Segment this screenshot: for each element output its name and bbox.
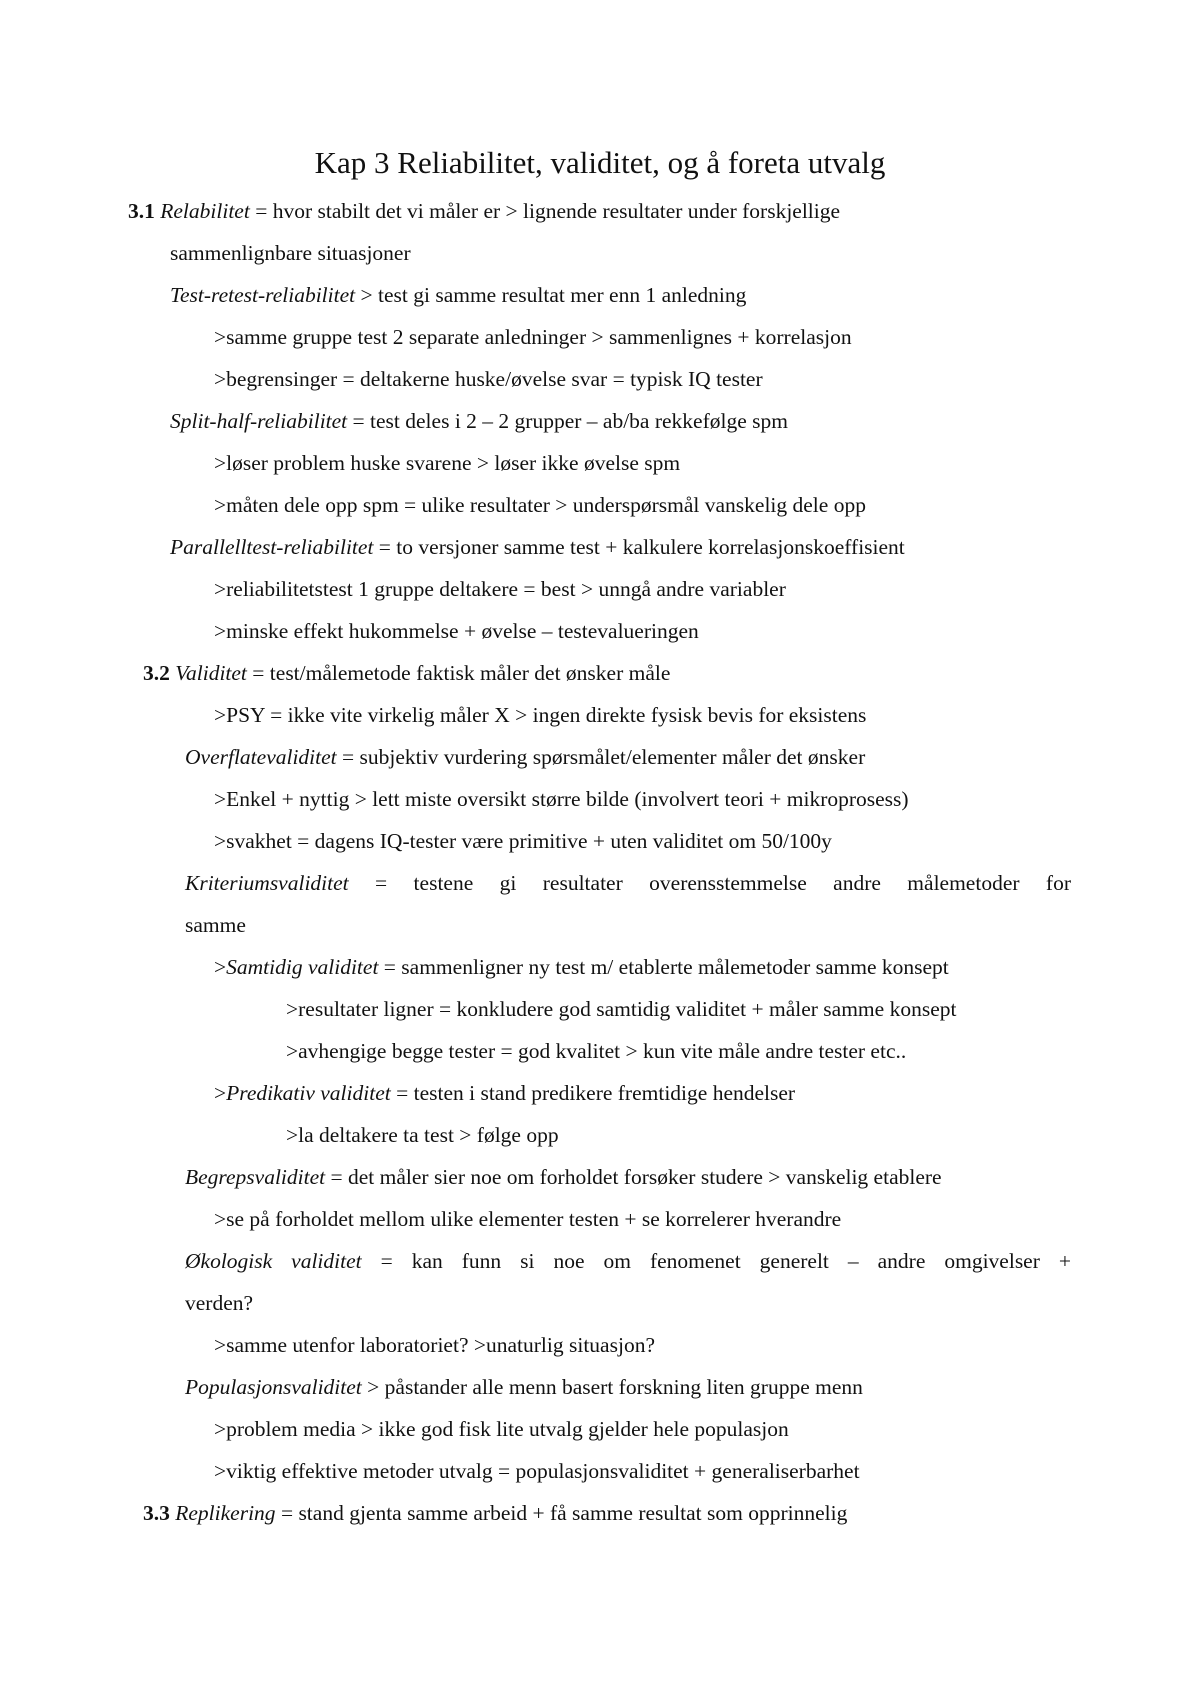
line-text: >minske effekt hukommelse + øvelse – testevalueringen xyxy=(214,619,699,643)
line-text: >problem media > ikke god fisk lite utvalg gjelder hele populasjon xyxy=(214,1417,789,1441)
line-text: sammenlignbare situasjoner xyxy=(170,241,411,265)
line-text: >avhengige begge tester = god kvalitet > kun vite måle andre tester etc.. xyxy=(286,1039,907,1063)
term: Test-retest-reliabilitet xyxy=(170,283,356,307)
line-text: >svakhet = dagens IQ-tester være primitive + uten validitet om 50/100y xyxy=(214,829,832,853)
line-text: > xyxy=(214,955,227,979)
line-text: samme xyxy=(185,913,246,937)
term: Økologisk validitet xyxy=(185,1249,362,1273)
text-line xyxy=(185,911,246,939)
text-line xyxy=(185,1373,863,1401)
text-line xyxy=(185,1289,253,1317)
text-line xyxy=(214,1457,860,1485)
line-text: = subjektiv vurdering spørsmålet/elementer måler det ønsker xyxy=(336,745,866,769)
line-text: = to versjoner samme test + kalkulere korrelasjonskoeffisient xyxy=(373,535,905,559)
line-text: >se på forholdet mellom ulike elementer testen + se korrelerer hverandre xyxy=(214,1207,842,1231)
term: Kriteriumsvaliditet xyxy=(185,871,349,895)
section-number: 3.3 xyxy=(143,1501,176,1525)
line-text: >måten dele opp spm = ulike resultater > underspørsmål vanskelig dele opp xyxy=(214,493,866,517)
line-text: >PSY = ikke vite virkelig måler X > ingen direkte fysisk bevis for eksistens xyxy=(214,703,867,727)
line-text: = testene gi resultater overensstemmelse andre målemetoder for xyxy=(348,871,1071,895)
line-text: >samme utenfor laboratoriet? >unaturlig situasjon? xyxy=(214,1333,655,1357)
line-text: > test gi samme resultat mer enn 1 anledning xyxy=(355,283,747,307)
text-line xyxy=(185,743,865,771)
text-line xyxy=(214,323,852,351)
section-number: 3.2 xyxy=(143,661,176,685)
term: Begrepsvaliditet xyxy=(185,1165,326,1189)
page-title: Kap 3 Reliabilitet, validitet, og å foreta utvalg xyxy=(314,145,886,180)
line-text: = kan funn si noe om fenomenet generelt – andre omgivelser + xyxy=(361,1249,1071,1273)
term: Overflatevaliditet xyxy=(185,745,337,769)
text-line xyxy=(214,1079,795,1107)
line-text: >resultater ligner = konkludere god samtidig validitet + måler samme konsept xyxy=(286,997,957,1021)
term: Replikering xyxy=(175,1501,276,1525)
text-line xyxy=(214,953,949,981)
text-line xyxy=(214,575,786,603)
text-line xyxy=(286,995,956,1023)
line-text: = sammenligner ny test m/ etablerte målemetoder samme konsept xyxy=(378,955,949,979)
text-line xyxy=(170,239,411,267)
text-line xyxy=(214,827,832,855)
text-line xyxy=(185,1247,1071,1275)
text-line xyxy=(214,1331,655,1359)
term: Populasjonsvaliditet xyxy=(185,1375,362,1399)
line-text: >løser problem huske svarene > løser ikke øvelse spm xyxy=(214,451,681,475)
term: Samtidig validitet xyxy=(226,955,379,979)
text-line xyxy=(214,1205,841,1233)
text-line xyxy=(170,533,905,561)
line-text: >reliabilitetstest 1 gruppe deltakere = best > unngå andre variabler xyxy=(214,577,786,601)
text-line xyxy=(143,1499,847,1527)
section-number: 3.1 xyxy=(128,199,161,223)
text-line xyxy=(214,785,909,813)
text-line xyxy=(128,197,840,225)
text-line xyxy=(214,1415,789,1443)
text-line xyxy=(286,1121,559,1149)
text-line xyxy=(214,617,699,645)
term: Parallelltest-reliabilitet xyxy=(170,535,374,559)
line-text: = hvor stabilt det vi måler er > lignende resultater under forskjellige xyxy=(249,199,841,223)
line-text: = testen i stand predikere fremtidige hendelser xyxy=(390,1081,796,1105)
text-line xyxy=(214,701,866,729)
line-text: verden? xyxy=(185,1291,254,1315)
line-text: >viktig effektive metoder utvalg = populasjonsvaliditet + generaliserbarhet xyxy=(214,1459,860,1483)
term: Relabilitet xyxy=(160,199,250,223)
line-text: = det måler sier noe om forholdet forsøker studere > vanskelig etablere xyxy=(325,1165,942,1189)
line-text: = test deles i 2 – 2 grupper – ab/ba rekkefølge spm xyxy=(347,409,788,433)
line-text: > xyxy=(214,1081,227,1105)
term: Split-half-reliabilitet xyxy=(170,409,348,433)
line-text: = stand gjenta samme arbeid + få samme resultat som opprinnelig xyxy=(275,1501,848,1525)
text-line xyxy=(170,407,788,435)
term: Validitet xyxy=(175,661,247,685)
line-text: >Enkel + nyttig > lett miste oversikt større bilde (involvert teori + mikroprosess) xyxy=(214,787,909,811)
text-line xyxy=(185,1163,942,1191)
line-text: >begrensinger = deltakerne huske/øvelse svar = typisk IQ tester xyxy=(214,367,763,391)
text-line xyxy=(185,869,1071,897)
text-line xyxy=(214,491,866,519)
text-line xyxy=(143,659,670,687)
term: Predikativ validitet xyxy=(226,1081,391,1105)
line-text: > påstander alle menn basert forskning liten gruppe menn xyxy=(361,1375,863,1399)
text-line xyxy=(286,1037,906,1065)
line-text: >la deltakere ta test > følge opp xyxy=(286,1123,559,1147)
line-text: >samme gruppe test 2 separate anledninger > sammenlignes + korrelasjon xyxy=(214,325,852,349)
text-line xyxy=(170,281,746,309)
line-text: = test/målemetode faktisk måler det ønsker måle xyxy=(246,661,671,685)
text-line xyxy=(214,449,680,477)
text-line xyxy=(214,365,763,393)
